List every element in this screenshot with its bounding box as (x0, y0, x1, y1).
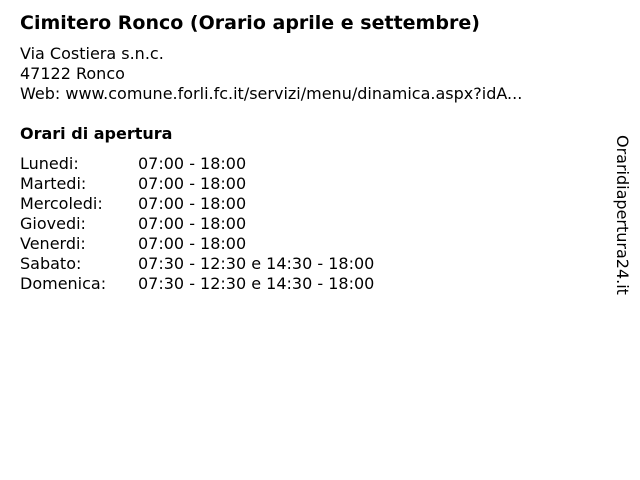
hours-row-thursday (20, 214, 374, 234)
hours-time: 07:00 - 18:00 (138, 194, 247, 213)
hours-time: 07:00 - 18:00 (138, 174, 247, 193)
page-title: Cimitero Ronco (Orario aprile e settembre) (20, 12, 480, 34)
hours-row-friday (20, 234, 374, 254)
site-brand-text: Oraridiapertura24.it (613, 135, 632, 295)
hours-time: 07:30 - 12:30 e 14:30 - 18:00 (138, 254, 375, 273)
address-city: 47122 Ronco (20, 64, 125, 83)
hours-day: Lunedi: (20, 154, 79, 173)
hours-time: 07:00 - 18:00 (138, 154, 247, 173)
site-brand (612, 135, 632, 310)
address-block (20, 44, 522, 104)
hours-row-tuesday (20, 174, 374, 194)
hours-day: Domenica: (20, 274, 107, 293)
hours-day: Martedi: (20, 174, 87, 193)
hours-day: Mercoledi: (20, 194, 103, 213)
hours-day: Venerdi: (20, 234, 86, 253)
hours-time: 07:30 - 12:30 e 14:30 - 18:00 (138, 274, 375, 293)
hours-row-saturday (20, 254, 374, 274)
hours-day: Giovedi: (20, 214, 86, 233)
hours-day: Sabato: (20, 254, 82, 273)
hours-row-monday (20, 154, 374, 174)
address-web[interactable]: Web: www.comune.forli.fc.it/servizi/menu/dinamica.aspx?idA... (20, 84, 523, 103)
opening-hours-title: Orari di apertura (20, 124, 173, 143)
hours-time: 07:00 - 18:00 (138, 214, 247, 233)
hours-row-sunday (20, 274, 374, 294)
opening-hours-table (20, 154, 374, 294)
address-street: Via Costiera s.n.c. (20, 44, 164, 63)
hours-time: 07:00 - 18:00 (138, 234, 247, 253)
hours-row-wednesday (20, 194, 374, 214)
